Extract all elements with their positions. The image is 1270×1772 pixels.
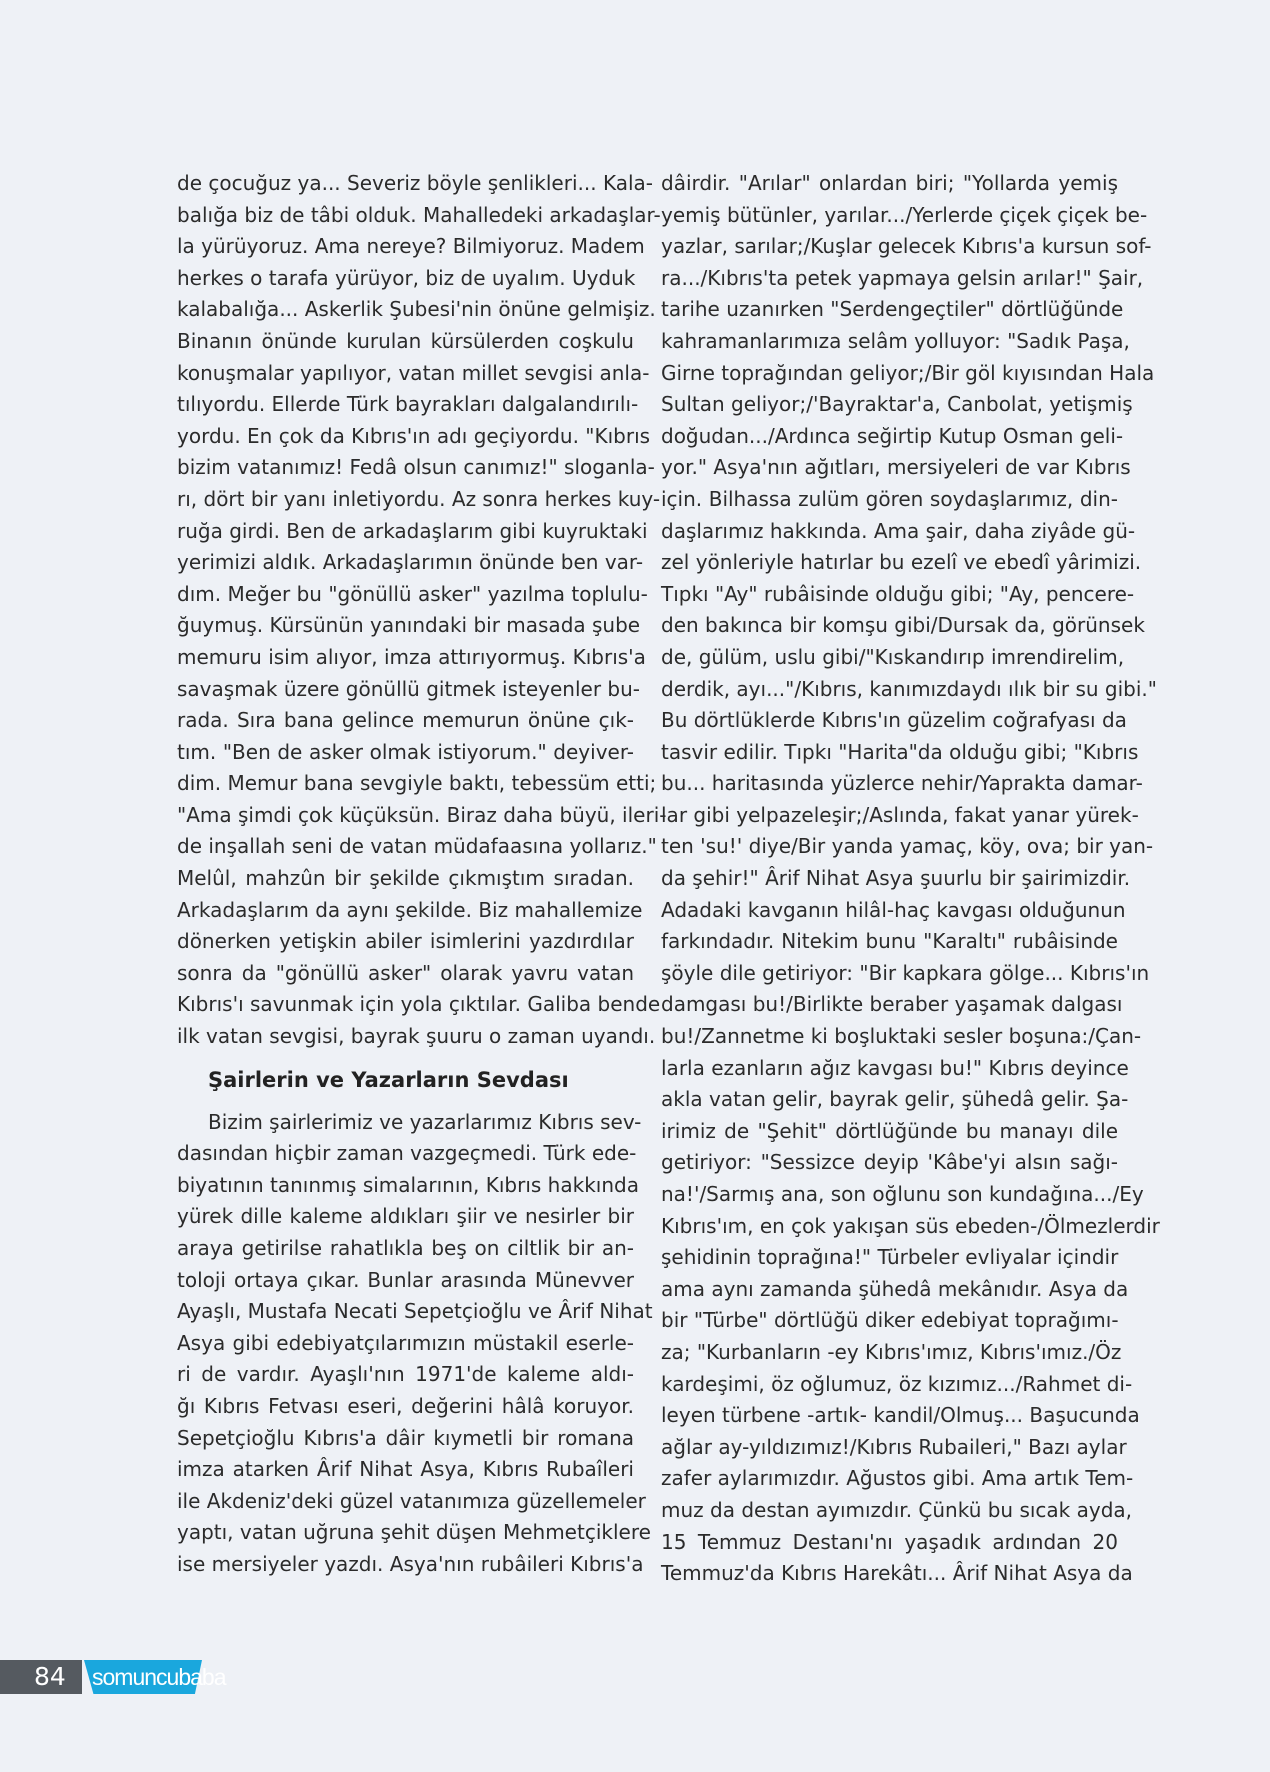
text-line: sonra da "gönüllü asker" olarak yavru vatan bbox=[177, 960, 634, 985]
paragraph-poets-writers bbox=[177, 1107, 653, 1581]
text-line: zafer aylarımızdır. Ağustos gibi. Ama artık Tem- bbox=[661, 1466, 1134, 1491]
text-line: Tıpkı "Ay" rubâisinde olduğu gibi; "Ay, pencere- bbox=[661, 581, 1135, 606]
text-line: na!'/Sarmış ana, son oğlunu son kundağına.../Ey bbox=[661, 1182, 1144, 1206]
text-line: ilk vatan sevgisi, bayrak şuuru o zaman uyandı. bbox=[177, 1024, 656, 1049]
text-line: ra.../Kıbrıs'ta petek yapmaya gelsin arılar!" Şair, bbox=[661, 265, 1144, 290]
paragraph-childhood-memory bbox=[177, 168, 667, 1053]
text-line: Asya gibi edebiyatçılarımızın müstakil eserle- bbox=[177, 1330, 634, 1355]
text-line: bizim vatanımız! Fedâ olsun canımız!" sloganla- bbox=[177, 455, 655, 480]
text-line: 15 Temmuz Destanı'nı yaşadık ardından 20 bbox=[661, 1529, 1118, 1554]
text-line: ile Akdeniz'deki güzel vatanımıza güzellemeler bbox=[177, 1488, 646, 1513]
text-line: Sepetçioğlu Kıbrıs'a dâir kıymetli bir romana bbox=[177, 1425, 634, 1450]
text-line: tım. "Ben de asker olmak istiyorum." deyiver- bbox=[177, 739, 634, 764]
text-line: bir "Türbe" dörtlüğü diker edebiyat toprağımı- bbox=[661, 1308, 1119, 1333]
text-line: dönerken yetişkin abiler isimlerini yazdırdılar bbox=[177, 929, 634, 954]
text-line: zel yönleriyle hatırlar bu ezelî ve ebedî yârimizi. bbox=[661, 550, 1142, 575]
text-line: için. Bilhassa zulüm gören soydaşlarımız, din- bbox=[661, 486, 1118, 511]
text-line: ise mersiyeler yazdı. Asya'nın rubâileri Kıbrıs'a bbox=[177, 1551, 644, 1576]
text-line: biyatının tanınmış simalarının, Kıbrıs hakkında bbox=[177, 1172, 639, 1197]
text-line: za; "Kurbanların -ey Kıbrıs'ımız, Kıbrıs'ımız./Öz bbox=[661, 1339, 1122, 1364]
text-line: herkes o tarafa yürüyor, biz de uyalım. Uyduk bbox=[177, 265, 636, 290]
text-line: damgası bu!/Birlikte beraber yaşamak dalgası bbox=[661, 992, 1123, 1017]
text-line: den bakınca bir komşu gibi/Dursak da, görünsek bbox=[661, 613, 1145, 638]
text-line: ruğa girdi. Ben de arkadaşlarım gibi kuyruktaki bbox=[177, 518, 648, 543]
text-line: ten 'su!' diye/Bir yanda yamaç, köy, ova; bir yan- bbox=[661, 834, 1154, 859]
text-line: Girne toprağından geliyor;/Bir göl kıyısından Hala bbox=[661, 360, 1155, 385]
text-line: şehidinin toprağına!" Türbeler evliyalar içindir bbox=[661, 1245, 1119, 1270]
page-footer bbox=[0, 1660, 226, 1694]
text-line: yor." Asya'nın ağıtları, mersiyeleri de var Kıbrıs bbox=[661, 455, 1131, 480]
text-line: kardeşimi, öz oğlumuz, öz kızımız.../Rahmet di- bbox=[661, 1371, 1133, 1396]
text-line: şöyle dile getiriyor: "Bir kapkara gölge... Kıbrıs'ın bbox=[661, 960, 1150, 985]
text-line: Temmuz'da Kıbrıs Harekâtı... Ârif Nihat Asya da bbox=[661, 1561, 1133, 1586]
text-line: Kıbrıs'ı savunmak için yola çıktılar. Galiba bende bbox=[177, 992, 661, 1017]
right-column bbox=[661, 168, 1160, 1590]
text-line: da şehir!" Ârif Nihat Asya şuurlu bir şairimizdir. bbox=[661, 866, 1131, 891]
text-line: getiriyor: "Sessizce deyip 'Kâbe'yi alsın sağı- bbox=[661, 1150, 1118, 1175]
text-line: savaşmak üzere gönüllü gitmek isteyenler bu- bbox=[177, 676, 641, 701]
text-line: dâirdir. "Arılar" onlardan biri; "Yollarda yemiş bbox=[661, 171, 1118, 195]
text-line: Bizim şairlerimiz ve yazarlarımız Kıbrıs sev- bbox=[208, 1109, 642, 1134]
text-line: de, gülüm, uslu gibi/"Kıskandırıp imrendirelim, bbox=[661, 644, 1125, 669]
text-line: farkındadır. Nitekim bunu "Karaltı" rubâisinde bbox=[661, 929, 1118, 954]
text-line: doğudan.../Ardınca seğirtip Kutup Osman geli- bbox=[661, 423, 1124, 448]
brand-logo: somuncubaba bbox=[92, 1664, 226, 1690]
text-line: Adadaki kavganın hilâl-haç kavgası olduğunun bbox=[661, 897, 1126, 922]
text-line: ğuymuş. Kürsünün yanındaki bir masada şube bbox=[177, 613, 641, 638]
text-line: imza atarken Ârif Nihat Asya, Kıbrıs Rubaîleri bbox=[177, 1457, 634, 1482]
text-line: "Ama şimdi çok küçüksün. Biraz daha büyü, ileri- bbox=[177, 802, 667, 827]
text-line: Ayaşlı, Mustafa Necati Sepetçioğlu ve Ârif Nihat bbox=[177, 1299, 653, 1324]
left-column bbox=[177, 168, 667, 1581]
text-line: dım. Meğer bu "gönüllü asker" yazılma toplulu- bbox=[177, 581, 648, 606]
text-line: yordu. En çok da Kıbrıs'ın adı geçiyordu. "Kıbrıs bbox=[177, 423, 651, 448]
text-line: toloji ortaya çıkar. Bunlar arasında Münevver bbox=[177, 1267, 634, 1292]
page-number: 84 bbox=[34, 1662, 66, 1691]
text-line: irimiz de "Şehit" dörtlüğünde bu manayı dile bbox=[661, 1118, 1118, 1143]
text-line: larla ezanların ağız kavgası bu!" Kıbrıs deyince bbox=[661, 1055, 1129, 1080]
text-line: tasvir edilir. Tıpkı "Harita"da olduğu gibi; "Kıbrıs bbox=[661, 739, 1139, 764]
text-line: balığa biz de tâbi olduk. Mahalledeki arkadaşlar- bbox=[177, 202, 661, 227]
text-line: daşlarımız hakkında. Ama şair, daha ziyâde gü- bbox=[661, 518, 1136, 543]
text-line: Kıbrıs'ım, en çok yakışan süs ebeden-/Ölmezlerdir bbox=[661, 1213, 1160, 1238]
text-line: la yürüyoruz. Ama nereye? Bilmiyoruz. Madem bbox=[177, 234, 645, 259]
paragraph-arif-nihat-asya bbox=[661, 168, 1160, 1590]
text-line: yaptı, vatan uğruna şehit düşen Mehmetçiklere bbox=[177, 1520, 651, 1545]
text-line: tarihe uzanırken "Serdengeçtiler" dörtlüğünde bbox=[661, 297, 1124, 322]
text-line: ğı Kıbrıs Fetvası eseri, değerini hâlâ koruyor. bbox=[177, 1393, 634, 1418]
text-line: dim. Memur bana sevgiyle baktı, tebessüm etti; bbox=[177, 771, 657, 796]
text-line: kahramanlarımıza selâm yolluyor: "Sadık Paşa, bbox=[661, 328, 1130, 353]
text-line: Binanın önünde kurulan kürsülerden coşkulu bbox=[177, 328, 634, 353]
text-line: dasından hiçbir zaman vazgeçmedi. Türk ede- bbox=[177, 1141, 637, 1166]
text-line: konuşmalar yapılıyor, vatan millet sevgisi anla- bbox=[177, 360, 650, 385]
text-line: bu... haritasında yüzlerce nehir/Yaprakta damar- bbox=[661, 771, 1143, 796]
text-line: tılıyordu. Ellerde Türk bayrakları dalgalandırılı- bbox=[177, 392, 639, 417]
text-line: Sultan geliyor;/'Bayraktar'a, Canbolat, yetişmiş bbox=[661, 392, 1133, 417]
text-line: derdik, ayı..."/Kıbrıs, kanımızdaydı ılık bir su gibi." bbox=[661, 676, 1157, 701]
text-line: Melûl, mahzûn bir şekilde çıkmıştım sıradan. bbox=[177, 866, 634, 891]
text-line: yürek dille kaleme aldıkları şiir ve nesirler bir bbox=[177, 1204, 634, 1229]
text-line: yerimizi aldık. Arkadaşlarımın önünde ben var- bbox=[177, 550, 644, 575]
text-line: bu!/Zannetme ki boşluktaki sesler boşuna:/Çan- bbox=[661, 1024, 1142, 1049]
text-line: Bu dörtlüklerde Kıbrıs'ın güzelim coğrafyası da bbox=[661, 708, 1127, 733]
text-line: lar gibi yelpazeleşir;/Aslında, fakat yanar yürek- bbox=[661, 802, 1139, 827]
text-line: rada. Sıra bana gelince memurun önüne çık- bbox=[177, 708, 634, 733]
text-line: memuru isim alıyor, imza attırıyormuş. Kıbrıs'a bbox=[177, 644, 646, 669]
text-line: ama aynı zamanda şühedâ mekânıdır. Asya da bbox=[661, 1276, 1129, 1301]
text-line: araya getirilse rahatlıkla beş on ciltlik bir an- bbox=[177, 1236, 634, 1260]
text-line: de inşallah seni de vatan müdafaasına yollarız." bbox=[177, 834, 657, 859]
text-line: leyen türbene -artık- kandil/Olmuş... Başucunda bbox=[661, 1403, 1140, 1428]
text-line: Arkadaşlarım da aynı şekilde. Biz mahallemize bbox=[177, 897, 643, 922]
text-line: muz da destan ayımızdır. Çünkü bu sıcak ayda, bbox=[661, 1497, 1133, 1522]
text-line: kalabalığa... Askerlik Şubesi'nin önüne gelmişiz. bbox=[177, 297, 656, 322]
text-line: ri de vardır. Ayaşlı'nın 1971'de kaleme aldı- bbox=[177, 1362, 634, 1387]
text-line: rı, dört bir yanı inletiyordu. Az sonra herkes kuy- bbox=[177, 486, 661, 511]
text-line: de çocuğuz ya... Severiz böyle şenlikleri... Kala- bbox=[177, 171, 653, 195]
text-line: yemiş bütünler, yarılar.../Yerlerde çiçek çiçek be- bbox=[661, 202, 1148, 227]
section-heading: Şairlerin ve Yazarların Sevdası bbox=[208, 1067, 569, 1092]
text-line: akla vatan gelir, bayrak gelir, şühedâ gelir. Şa- bbox=[661, 1087, 1129, 1112]
text-line: yazlar, sarılar;/Kuşlar gelecek Kıbrıs'a kursun sof- bbox=[661, 234, 1152, 259]
text-line: ağlar ay-yıldızımız!/Kıbrıs Rubaileri," Bazı aylar bbox=[661, 1434, 1127, 1459]
